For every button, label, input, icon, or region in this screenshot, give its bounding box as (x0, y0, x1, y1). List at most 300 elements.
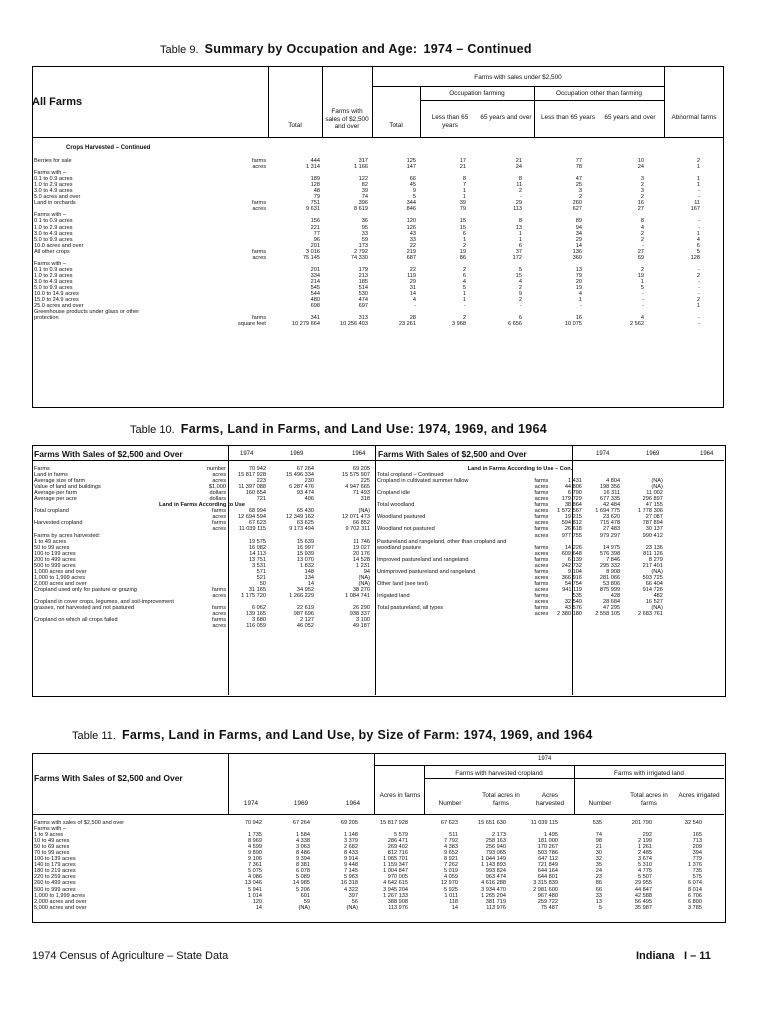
table-cell: - (698, 278, 700, 285)
t11-year-span: 1974 (538, 756, 552, 762)
table-cell: 260 to 499 acres (34, 880, 76, 887)
table-cell: 8 (640, 218, 644, 225)
table-cell: 21 (595, 844, 602, 851)
table-cell: 113 976 (388, 904, 408, 911)
t9-h-total: Total (288, 122, 302, 129)
table-cell: square feet (238, 321, 266, 328)
table-cell: 721 849 (537, 862, 558, 869)
table-cell: 5 579 (394, 832, 408, 839)
table-cell: Berries for sale (34, 158, 72, 164)
table-cell: 698 (310, 303, 320, 310)
table-cell: 1 044 149 (481, 856, 506, 863)
table-cell: 32 (595, 856, 602, 863)
table-cell: dollars (209, 496, 226, 503)
table-cell: 20 176 (352, 550, 370, 557)
table-cell: 50 to 69 acres (34, 844, 70, 851)
table-cell: 10 to 49 acres (34, 838, 70, 845)
table-cell: 100 to 199 acres (34, 550, 76, 557)
table-cell: 185 (358, 278, 368, 285)
table-cell: 209 (692, 844, 702, 851)
table-cell: acres (212, 611, 226, 618)
table-cell: 46 052 (296, 623, 314, 630)
table-cell: 15 (459, 224, 466, 231)
table-cell: 5.0 to 9.9 acres (34, 284, 73, 291)
table-cell: 9 104 (567, 568, 582, 575)
table-cell: 4 (640, 224, 644, 231)
table-cell: 66 852 (352, 520, 370, 527)
table-cell: 2 (640, 230, 644, 237)
table-cell: 1 778 306 (638, 508, 663, 515)
table-cell: 2 (640, 194, 644, 201)
table-cell: dollars (209, 490, 226, 497)
table-cell: 32 540 (564, 599, 582, 606)
table-cell: 96 (313, 236, 320, 243)
table-cell: 167 (690, 206, 700, 213)
table-cell: 7 361 (248, 862, 262, 869)
table-cell: 8 969 (248, 838, 262, 845)
table-cell: 4 804 (606, 478, 621, 485)
table-cell: 5 507 (638, 874, 652, 881)
table-cell: 42 588 (634, 892, 652, 899)
table-cell: 721 (256, 496, 266, 503)
table-cell: farms (212, 617, 226, 624)
table-cell: 113 (513, 206, 522, 213)
table-cell: Other land (see text) (377, 580, 428, 587)
t9-h-occ: Occupation farming (449, 90, 505, 97)
table-cell: 514 (358, 284, 368, 291)
table-cell: 128 (310, 182, 320, 189)
t11-col-irrigated: Acres irrigated (678, 792, 720, 799)
table-cell: 15 817 928 (238, 472, 266, 479)
table-cell: 4 059 (444, 874, 458, 881)
table-cell: 406 (304, 496, 314, 503)
table9-stub-head: All Farms (32, 96, 83, 108)
table-cell: 69 205 (352, 466, 370, 472)
table-cell: 100 to 139 acres (34, 856, 76, 863)
table-cell: 7 792 (444, 838, 458, 845)
t11-h-harv: Farms with harvested cropland (455, 770, 543, 777)
table-cell: 3 016 (306, 248, 320, 255)
table-cell: 1 (696, 230, 700, 237)
table-cell: 69 (637, 254, 644, 261)
t10-year-1969-r: 1969 (646, 451, 660, 457)
table-cell: 126 (406, 224, 416, 231)
table-cell: 13 070 (296, 556, 314, 563)
table11-heading: Farms, Land in Farms, and Land Use, by Size of Farm: 1974, 1969, and 1964 (121, 728, 593, 742)
table-cell: 1 (696, 164, 700, 171)
table-cell: acres (252, 164, 266, 171)
table-cell: 2 (518, 188, 522, 195)
table-cell: 16 082 (248, 544, 266, 551)
table-cell: Farms with – (34, 212, 67, 219)
table-cell: 1 (462, 297, 466, 304)
table-cell: 1 (462, 291, 466, 298)
t9-h-total2: Total (389, 122, 403, 129)
table-cell: 173 (358, 242, 368, 249)
table-cell: 627 (572, 206, 582, 213)
table-cell: 3 315 839 (533, 880, 558, 887)
table-cell: 25 (575, 182, 582, 189)
table-cell: 43 (409, 230, 416, 237)
table-cell: 474 (358, 297, 368, 304)
table-cell: 9 914 (344, 856, 358, 863)
table-cell: Farms with sales of $2,500 and over (34, 820, 125, 826)
table-cell: acres (212, 592, 226, 599)
table-cell: 22 (409, 266, 416, 273)
table-cell: 2,000 acres and over (34, 898, 87, 905)
table-cell: acres (212, 514, 226, 521)
table-cell: 7 262 (444, 862, 458, 869)
t9-col-rule (268, 66, 269, 137)
table-cell: 397 (348, 892, 358, 899)
table-cell: 33 (361, 230, 368, 237)
table-cell: 5 (518, 266, 522, 273)
table-cell: 8 (462, 176, 466, 183)
table-cell: 220 to 259 acres (34, 874, 76, 881)
table-cell: 5 075 (248, 868, 262, 875)
table-cell: 5 (598, 904, 602, 911)
table-cell: 13 (515, 224, 522, 231)
table-cell: 6 287 476 (289, 484, 314, 491)
table-cell: farms (534, 514, 549, 521)
table-cell: 914 726 (642, 586, 663, 593)
table-cell: 11 746 (353, 538, 370, 545)
table-cell (663, 466, 687, 472)
table-cell: 170 267 (537, 844, 558, 851)
table-cell: 30 (595, 850, 602, 857)
table-cell: 977 755 (561, 532, 582, 539)
t9-col-rule (534, 86, 535, 137)
table-cell: 63 625 (296, 520, 314, 527)
table-cell: acres (534, 532, 549, 539)
table-cell: 23 (595, 874, 602, 881)
table-cell: 5.0 to 9.9 acres (34, 236, 73, 243)
table-cell: 42 484 (603, 502, 621, 509)
table-cell: 22 (409, 242, 416, 249)
table-cell: 8 921 (444, 856, 458, 863)
table-cell: 189 (310, 176, 320, 183)
table-cell: 5,000 acres and over (34, 904, 87, 911)
table-cell: 1 to 9 acres (34, 832, 64, 839)
table-cell: (NA) (358, 580, 370, 587)
table-cell: 29 955 (634, 880, 652, 887)
table-cell: - (698, 284, 700, 291)
table-cell: 24 (595, 868, 602, 875)
table-cell: acres (534, 496, 549, 503)
table-cell: 15 (459, 218, 466, 225)
table-cell: 79 (459, 206, 466, 213)
table-cell: 27 087 (645, 514, 663, 521)
table-cell: 5 310 (638, 862, 652, 869)
table-cell: 286 471 (387, 838, 408, 845)
table-cell: 75 487 (540, 904, 558, 911)
table-cell: 50 to 99 acres (34, 544, 70, 551)
table-cell: 44 847 (634, 886, 652, 893)
table-cell: 9 448 (344, 862, 358, 869)
table-cell: 82 (361, 182, 368, 189)
table-cell (377, 611, 518, 617)
table-cell: 687 (406, 254, 416, 261)
t9-h-under: Farms with sales under $2,500 (474, 74, 562, 81)
table-cell: 0.1 to 0.9 acres (34, 266, 73, 273)
table-cell: Cropland on which all crops failed (34, 617, 118, 624)
table-cell: farms (252, 200, 266, 207)
table-cell: 10.0 to 14.9 acres (34, 291, 79, 298)
table-cell: 1 231 (356, 562, 370, 569)
table-cell: - (464, 303, 466, 310)
table-cell: 875 999 (599, 586, 621, 593)
page-number: I – 11 (684, 950, 711, 962)
table-cell: 846 (406, 206, 416, 213)
table-cell: 1 431 (567, 478, 582, 485)
table-cell: 128 (690, 254, 700, 261)
table-cell: 1.0 to 2.9 acres (34, 224, 73, 231)
t9-h-ge65b: 65 years and over (604, 114, 656, 121)
table-cell: 295 332 (599, 562, 621, 569)
table-cell: 3 (640, 188, 644, 195)
table-cell: Farms by acres harvested: (34, 532, 101, 539)
table-cell: 119 (407, 272, 416, 279)
table-cell: 225 (360, 478, 370, 485)
table-cell: 647 112 (538, 856, 558, 863)
table-cell: 1 (578, 297, 582, 304)
table-cell: 67 623 (440, 820, 458, 826)
table-cell: farms (534, 502, 549, 509)
table-cell: 23 136 (645, 544, 663, 551)
table-row (377, 611, 770, 617)
t10-year-1964: 1964 (352, 451, 366, 457)
table-cell: 8 619 (354, 206, 368, 213)
table-cell: 13 751 (248, 556, 266, 563)
table-cell: farms (534, 568, 549, 575)
table-cell: 4 642 615 (383, 880, 408, 887)
table-cell: 5 941 (248, 886, 262, 893)
table-cell: - (414, 303, 416, 310)
table-cell: 16 (637, 200, 644, 207)
table-cell: 122 (358, 176, 368, 183)
table-cell: 3.0 to 4.9 acres (34, 188, 73, 195)
table-cell: 3 680 (252, 617, 266, 624)
table-cell: (NA) (358, 574, 370, 581)
table-cell: 66 (409, 176, 416, 183)
table-cell: - (698, 291, 700, 298)
table-cell: 70 942 (248, 466, 266, 472)
table-cell: farms (534, 490, 549, 497)
table-cell: 201 (310, 242, 320, 249)
table-cell: 201 (310, 266, 320, 273)
table-cell: 33 (409, 236, 416, 243)
table-row (34, 623, 556, 629)
table-cell: 15 639 (296, 538, 314, 545)
table-cell: 43 576 (564, 605, 582, 612)
t9-col-rule (322, 66, 323, 137)
table-cell: - (520, 194, 522, 201)
table-cell: 2 127 (300, 617, 314, 624)
table-cell: 219 (406, 248, 416, 255)
table-cell: Greenhouse products under glass or other (34, 309, 140, 316)
table-cell: 3 945 204 (383, 886, 408, 893)
table-cell: 15 939 (296, 550, 314, 557)
table-cell: 259 722 (537, 898, 558, 905)
table-cell: 19 (575, 284, 582, 291)
table11-label: Table 11. (72, 730, 116, 742)
t10-header-rule (32, 460, 724, 461)
table-cell: 1 143 893 (481, 862, 506, 869)
table-cell: 545 (310, 284, 320, 291)
table-cell: farms (212, 508, 226, 515)
table-cell: 160 654 (245, 490, 266, 497)
table-cell: Value of land and buildings (34, 484, 101, 491)
t11-h-irr: Farms with irrigated land (614, 770, 684, 777)
table-cell: 317 (358, 158, 368, 164)
table-cell: 33 (595, 892, 602, 899)
table-cell: 3.0 to 4.9 acres (34, 230, 73, 237)
table-cell: 165 (692, 832, 702, 839)
table-cell: 44 806 (564, 484, 582, 491)
table-cell: 8 (518, 176, 522, 183)
table-cell: 258 163 (485, 838, 506, 845)
table-cell: 4 775 (638, 868, 652, 875)
table-cell: 3 100 (356, 617, 370, 624)
table-cell: 23 261 (398, 321, 416, 328)
table-cell: $1,000 (208, 484, 226, 491)
table-cell: 16 (575, 315, 582, 322)
table-cell: 28 (409, 315, 416, 322)
table-cell: 967 480 (537, 892, 558, 899)
t9-group-rule (372, 86, 664, 87)
table-cell: 1 (462, 236, 466, 243)
table-cell: 14 528 (352, 556, 370, 563)
table-cell: 74 330 (350, 254, 368, 261)
table-cell: Farms with – (34, 260, 67, 267)
table-cell: 31 (409, 284, 416, 291)
table-cell: 10 (637, 158, 644, 164)
table-cell: Farms (34, 466, 50, 472)
table-cell: acres (252, 206, 266, 213)
table-cell: farms (252, 248, 266, 255)
table-cell: 15 496 334 (286, 472, 314, 479)
table-cell: 6 656 (508, 321, 522, 328)
table-cell: 198 356 (599, 484, 621, 491)
table-cell: 10 279 664 (292, 321, 320, 328)
table-cell: 180 to 219 acres (34, 868, 76, 875)
t10-stub-head-left: Farms With Sales of $2,500 and Over (34, 449, 183, 459)
table-cell: Land in Farms According to Use – Con. (467, 466, 573, 472)
table-cell: 811 126 (643, 550, 663, 557)
table-cell: 1 (518, 236, 522, 243)
footer-source: 1974 Census of Agriculture – State Data (32, 950, 229, 962)
table-cell: 4 (640, 315, 644, 322)
table-cell: 4 322 (344, 886, 358, 893)
table-cell: 74 (361, 194, 368, 201)
table-cell: 19 (459, 248, 466, 255)
table-cell: 14 (575, 242, 582, 249)
table-cell: 49 187 (352, 623, 370, 630)
table-cell: farms (534, 556, 549, 563)
table-cell: 15 575 907 (342, 472, 370, 479)
table-cell: 221 (310, 224, 320, 231)
table10-label: Table 10. (130, 424, 175, 436)
table9-label: Table 9. (160, 44, 199, 56)
table-cell: 14 (409, 291, 416, 298)
table-cell: 66 404 (645, 580, 663, 587)
table-cell: 1 267 133 (383, 892, 408, 899)
table-cell: 5 (696, 248, 700, 255)
table-cell: 735 (692, 868, 702, 875)
table-cell: 609 648 (561, 550, 582, 557)
table-cell: 27 (637, 206, 644, 213)
table-cell: 970 005 (387, 874, 408, 881)
table-cell: 396 (358, 200, 368, 207)
table-cell: 6 (462, 230, 466, 237)
table-cell: 6 (518, 315, 522, 322)
footer-state: Indiana (636, 950, 675, 962)
table-cell: - (698, 218, 700, 225)
table-cell: 697 (358, 303, 368, 310)
table-cell: 428 (610, 592, 621, 599)
table-cell: 2 562 (630, 321, 644, 328)
t11-col-rule (228, 753, 229, 814)
table9-header-rule (32, 137, 724, 138)
table-cell: 544 (310, 291, 320, 298)
table-cell: - (698, 194, 700, 201)
table-cell: 1 148 (344, 832, 358, 839)
table-cell: Average per farm (34, 490, 78, 497)
table-cell: Harvested cropland (34, 520, 83, 527)
table-cell: 9 702 311 (345, 526, 370, 533)
table-cell: 2 (640, 182, 644, 189)
table-cell: 32 540 (684, 820, 702, 826)
table-cell (687, 466, 710, 472)
t9-col-rule (420, 86, 421, 137)
table-cell: 38 270 (352, 586, 370, 593)
t9-h-occ-other: Occupation other than farming (556, 90, 642, 97)
table-cell: 9 652 (444, 850, 458, 857)
t11-col-rule (374, 753, 375, 814)
table-cell: 79 (313, 194, 320, 201)
table-cell: 787 894 (642, 520, 663, 527)
table-cell: 35 987 (634, 904, 652, 911)
table-cell: 388 908 (387, 898, 408, 905)
table-cell: 4 (578, 291, 582, 298)
table-cell: 7 (462, 182, 466, 189)
table-cell: 1,000 to 1,999 acres (34, 574, 86, 581)
table-cell: Farms with – (34, 170, 67, 177)
table-cell: 5 (412, 194, 416, 201)
table-cell: 9 173 494 (289, 526, 314, 533)
table-cell: 8 908 (606, 568, 621, 575)
table-cell: 1 735 (248, 832, 262, 839)
table-cell: 5 019 (444, 868, 458, 875)
table-cell: 5 925 (444, 886, 458, 893)
table-cell: 535 (572, 592, 582, 599)
table-cell: 19 027 (352, 544, 370, 551)
table-cell: Cropland in cover crops, legumes, and soil-improvement (34, 599, 174, 606)
table-cell: 230 (304, 478, 314, 485)
table-cell: 444 (310, 158, 320, 164)
table-cell: Woodland not pastured (377, 526, 435, 533)
table-cell: 31 165 (248, 586, 266, 593)
table-cell: 2 (696, 158, 700, 164)
table-cell: farms (534, 526, 549, 533)
table-cell: 19 215 (564, 514, 582, 521)
table-cell: 993 824 (485, 868, 506, 875)
table-cell: 38 864 (564, 502, 582, 509)
table-cell: - (698, 321, 700, 328)
table-cell: 148 (304, 568, 314, 575)
table-cell: 503 786 (537, 850, 558, 857)
t11-col-acres: Acres in farms (379, 792, 421, 799)
